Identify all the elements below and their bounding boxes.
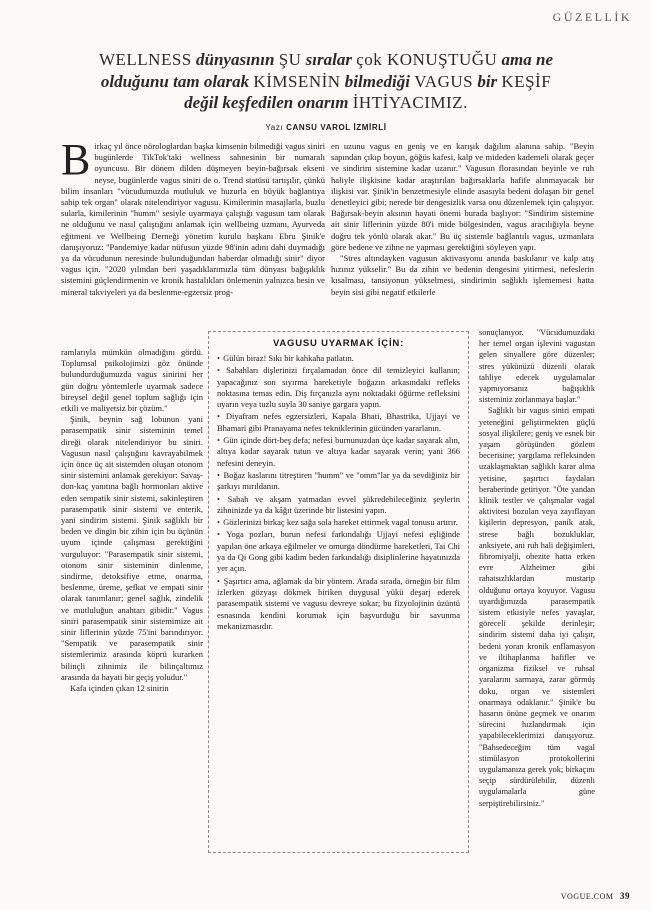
tip-text: Gülün biraz! Sıkı bir kahkaha patlatın. bbox=[223, 353, 354, 363]
headline-part: bir bbox=[473, 71, 502, 91]
headline-part: WELLNESS bbox=[98, 50, 192, 69]
headline-part: ama ne bbox=[497, 50, 554, 69]
headline-part: çok bbox=[356, 50, 383, 69]
bullet-icon: • bbox=[217, 435, 220, 446]
bullet-icon: • bbox=[217, 529, 220, 540]
bullet-icon: • bbox=[217, 493, 220, 504]
headline-part: ŞU bbox=[278, 50, 302, 69]
section-label: GÜZELLİK bbox=[552, 10, 632, 24]
headline-part: İHTİYACIMIZ. bbox=[352, 93, 468, 112]
bullet-icon: • bbox=[217, 411, 220, 422]
byline bbox=[0, 123, 652, 132]
headline-part: olduğunu tam olarak bbox=[100, 71, 254, 91]
footer-site: VOGUE.COM bbox=[560, 892, 614, 901]
tips-box bbox=[208, 331, 469, 853]
headline-part: KEŞİF bbox=[501, 71, 552, 91]
tip-text: Gözlerinizi birkaç kez sağa sola hareket ettirmek vagal tonusu artırır. bbox=[223, 517, 458, 528]
headline-part: değil keşfedilen onarım bbox=[184, 93, 353, 112]
page-footer bbox=[561, 891, 630, 901]
left-column bbox=[61, 135, 325, 298]
tip-item bbox=[217, 576, 460, 632]
left-lower-column bbox=[61, 347, 203, 694]
byline-author: CANSU VAROL İZMİRLİ bbox=[286, 123, 387, 132]
right-column bbox=[331, 141, 594, 298]
drop-cap: B bbox=[61, 135, 91, 184]
body-paragraph: Kafa içinden çıkan 12 sinirin bbox=[70, 683, 169, 694]
tip-item bbox=[217, 529, 460, 574]
body-paragraph: en uzunu vagus en geniş ve en karışık dağılım alanına sahip. "Beyin sapından çıkıp boyun, göğüs kafesi, kalp ve mideden kademeli olarak geçer ve sindirim sistemine kadar uzanır." Vagusun florasından beyinle ve ruh haliyle ilişkisine kadar araştırılan bağırsaklarla hafife alınmayacak bir ilişkisi var. Şinik'in benzetmesiyle elinde asasıyla bedeni dolaşan bir genel denetleyici gibi; nerede bir dengesizlik varsa onu düzenlemek için çalışıyor. Bağırsak-beyin aksının hayati önemi burada başlıyor: "Sindirim sistemine ait sinir liflerinin yüzde 80'i mide bölgesinden, vagus aracılığıyla beyne doğru tek yönlü olarak akar." Bu üç sistemle bağlantılı vagus, uzmanlara göre bedene ve zihne ne yapması gerektiğini söyleyen yapı. bbox=[331, 141, 594, 252]
bullet-icon: • bbox=[217, 517, 220, 528]
tip-item bbox=[217, 517, 460, 528]
bullet-icon: • bbox=[217, 575, 220, 586]
tip-text: Sabahları dişlerinizi fırçalamadan önce dil temizleyici kullanın; yapacağınız son sıyırma hareketiyle boğazın arkasındaki refleks noktasına temas edin. Diş fırçanızla aynı noktadaki öğürme refleksini uyarın veya tuzlu suyla 30 saniye gargara yapın. bbox=[217, 365, 461, 410]
headline-part: dünyasının bbox=[191, 50, 279, 69]
bullet-icon: • bbox=[217, 365, 220, 376]
tip-text: Yoga pozları, burun nefesi farkındalığı Ujjayi nefesi eşliğinde yapılan öne arkaya eğilmeler ve omurga döndürme hareketleri, Tai Chi ya da Qi Gong gibi kadim beden farkındalığı disiplinlerine hayatınızda yer açın. bbox=[217, 529, 461, 574]
tip-item bbox=[217, 470, 460, 493]
headline-part: KONUŞTUĞU bbox=[382, 50, 498, 69]
bullet-icon: • bbox=[217, 353, 220, 363]
page-number: 39 bbox=[620, 891, 630, 901]
tip-item bbox=[217, 365, 460, 410]
body-paragraph: ramlarıyla mümkün olmadığını gördü. Toplumsal psikolojimizi göz önünde bulundurduğumuzda vagus sinirini her gün doğru yöntemlerle uyarmak sadece bireysel değil genel toplum sağlığı için etkili ve maliyetsiz bir çözüm." bbox=[61, 347, 203, 414]
tip-item bbox=[217, 494, 460, 517]
headline-part: KİMSENİN bbox=[253, 71, 341, 91]
headline-part: bilmediği bbox=[340, 71, 415, 91]
body-paragraph: Şinik, beynin sağ lobunun yani parasempatik sinir sisteminin temel direği olarak nitelendiriyor bu siniri. Vagusun nasıl çalıştığını kavrayabilmek için önce üç ait sistemden oluşan otonom sinir sistemini anlamak gerekiyor: Savaş-don-kaç yanıtına bağlı hormonları aktive eden sempatik sinir sistemi, sakinleştiren parasempatik sinir sistemi ve enterik, yani sindirim sistemi. Şinik sağlıklı bir beden ve dingin bir zihin için bu üçünün uyum içinde çalışması gerektiğini vurguluyor: "Parasempatik sinir sistemi, otonom sinir sisteminin dinlenme, sindirme, detoksifiye etme, onarma, beslenme, üreme, şefkat ve empati sinir olarak tanımlanır; genel sağlık, zindelik ve mutluluğun anahtarı gibidir." Vagus siniri parasempatik sinir sistemimize ait sinir liflerinin yüzde 75'ini barındırıyor. "Sempatik ve parasempatik sinir sistemlerimiz arasında köprü kurarken bilinçli zihnimiz ile bilinçaltımız arasında da hayati bir geçiş yoludur." bbox=[61, 414, 203, 682]
headline-part: sıralar bbox=[301, 50, 357, 69]
tip-text: Diyafram nefes egzersizleri, Kapala Bhati, Bhastrika, Ujjayi ve Bhamari gibi Pranayama nefes tekniklerinin gücünden yararlanın. bbox=[217, 411, 461, 433]
bullet-icon: • bbox=[217, 469, 220, 480]
byline-prefix: Yazı bbox=[265, 123, 284, 132]
headline-part: VAGUS bbox=[414, 71, 474, 91]
headline bbox=[40, 49, 612, 114]
tips-list bbox=[217, 353, 460, 632]
body-paragraph: "Stres altındayken vagusun aktivasyonu anında baskılanır ve kalp atış hızınız yükselir." Bu da zihin ve bedenin dengesini yitirmesi, nefeslerin kısalması, tansiyonun yükselmesi, sindirimin sağlıklı işlememesi hatta beyin sisi gibi negatif etkilerle bbox=[331, 253, 594, 297]
tip-item bbox=[217, 353, 460, 364]
tip-text: Boğaz kaslarını titreştiren "humm" ve "omm"lar ya da sevdiğiniz bir şarkıyı mırıldanın. bbox=[217, 469, 461, 492]
tip-text: Sabah ve akşam yatmadan evvel şükredebileceğiniz şeylerin zihninizde ya da kâğıt üzerinde bir listesini yapın. bbox=[217, 493, 461, 515]
tip-text: Şaşırtıcı ama, ağlamak da bir yöntem. Arada sırada, örneğin bir film izlerken gözyaşı dökmek biriken duygusal yükü deşarj ederek parasempatik sistemi ve vagusu devreye sokar; bu fizyolojinin üzüntü esnasında kendini korumak için başvurduğu bir savunma mekanizmasıdır. bbox=[217, 575, 460, 631]
body-paragraph: sonuçlanıyor. "Vücudumuzdaki her temel organ işlevini vagustan gelen sinyallere göre düzenler; stres yükünüzü düzenli olarak tahliye edecek uygulamalar yapmıyorsanız bağışıklık sisteminiz zorlanmaya başlar." bbox=[479, 328, 595, 405]
right-lower-column bbox=[479, 327, 595, 809]
tips-box-title: VAGUSU UYARMAK İÇİN: bbox=[272, 338, 405, 349]
body-paragraph: irkaç yıl önce nörologlardan başka kimsenin bilmediği vagus siniri bugünlerde TikTok'taki wellness sahnesinin bir numaralı oyuncusu. Bir dönem dilden düşmeyen beyin-bağırsak ekseni neyse, bugünlerde vagus siniri de o. Trend statüsü tartışılır, çünkü bilim insanları "vücudumuzda mutluluk ve huzurla en büyük bağlantıya sahip tek organ" olarak nitelendiriyor vagusu. Kimilerinin masajlarla, buzlu sularla, kimilerinin "humm" sesiyle uyarmaya çalıştığı vagusun tam olarak ne olduğunu ve nasıl çalıştığını anlamak için wellbeing uzmanı, Ayurveda eğitmeni ve Wellbeing Derneği yönetim kurulu başkanı Ebru Şinik'e danışıyoruz: "Pandemiye kadar nüfusun yüzde 98'inin adını dahi duymadığı ya da vücudunun neresinde bulunduğundan haberdar olmadığı sinir" diyor vagus için. "2020 yılından beri yaşadıklarımızla tüm dünyası bağışıklık sistemini güçlendirmenin ve kronik hastalıkları önlemenin yalnızca besin ve mineral takviyeleri ya da beslenme-egzersiz prog- bbox=[61, 141, 325, 297]
tip-text: Gün içinde dört-beş defa; nefesi burnunuzdan üçe kadar sayarak alın, altıya kadar sayarak tutun ve altıya kadar sayarak verin; yani 366 nefesini deneyin. bbox=[217, 435, 461, 468]
tip-item bbox=[217, 411, 460, 434]
tip-item bbox=[217, 435, 460, 469]
body-paragraph: Sağlıklı bir vagus siniri empati yeteneğini geliştirmekten güçlü sosyal ilişkilere; geniş ve esnek bir yaşam görüşünden gözlem becerisine; yargılama refleksinden uzaklaşmaktan sağlıklı karar alma yetisine, şaşırtıcı faydaları beraberinde getiriyor. "Öte yandan klinik testler ve çalışmalar vagal aktivitesi bozulan veya zayıflayan kişilerin depresyon, panik atak, strese bağlı bozukluklar, anksiyete, ani ruh hali değişimleri, fibromiyalji, obezite hatta erken evre Alzheimer gibi rahatsızlıklardan mustarip olduğunu ortaya koyuyor. Vagusu uyardığımızda parasempatik sistem etkisiyle nefes yavaşlar, göreceli şekilde derinleşir; sindirim sistemi daha iyi çalışır, bedeni yoran kronik enflamasyon ve iltihaplanma hafifler ve organizma fiziksel ve ruhsal yaralarını sarmaya, zarar görmüş doku, organ ve sistemleri onarmaya odaklanır." Şinik'e bu hasarın önüne geçmek ve onarım sürecini hızlandırmak için yapabileceklerimizi danışıyoruz. "Bahsedeceğim tüm vagal stimülasyon protokollerini uygulamanıza gerek yok; birkaçını seçip sürdürülebilir, düzenli uygulamalarla güne serpiştirebilirsiniz." bbox=[479, 406, 595, 808]
